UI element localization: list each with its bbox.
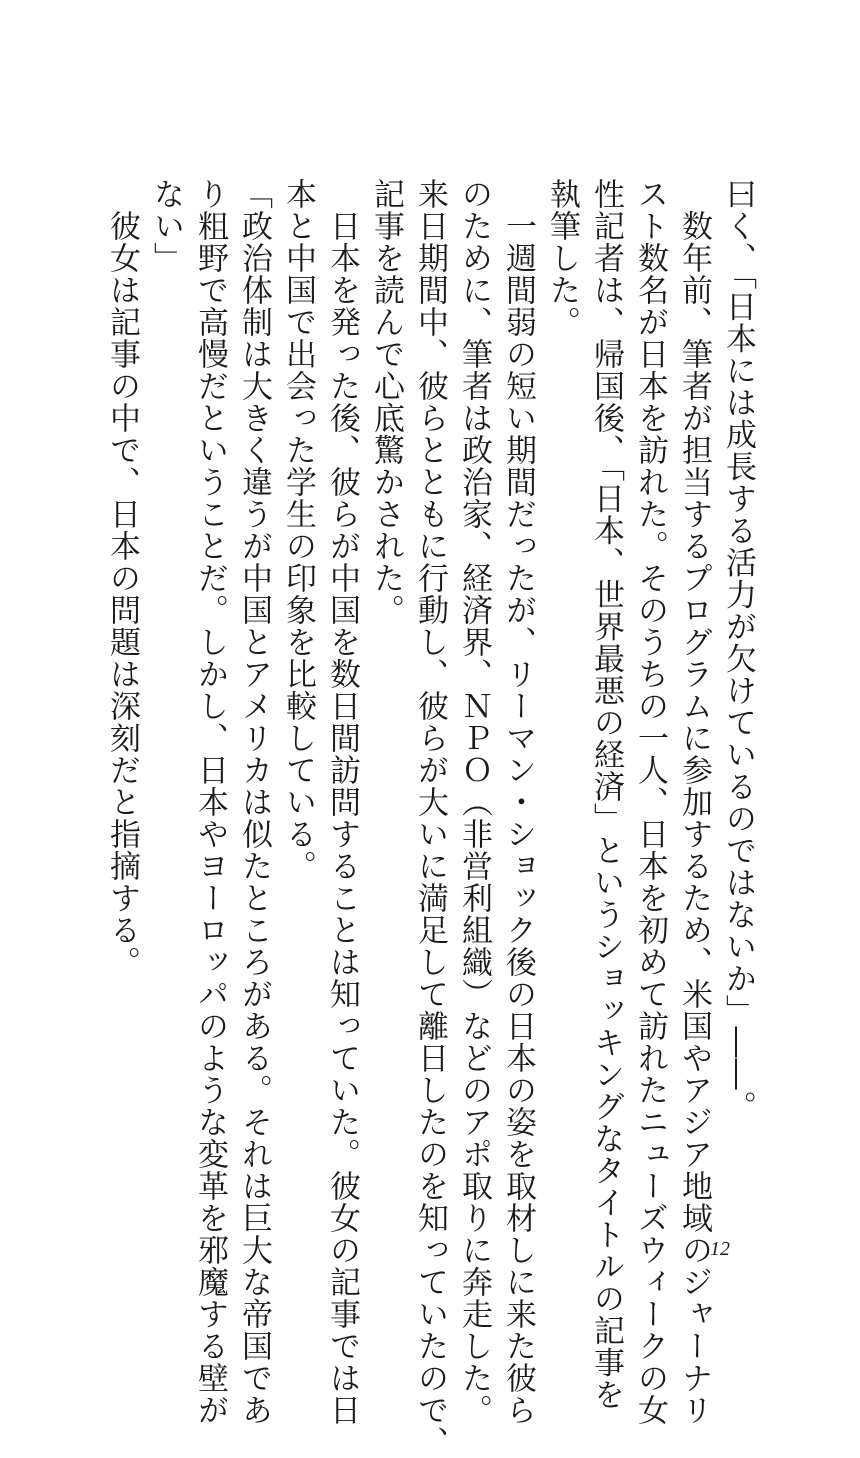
text-line: 日本を発った後、彼らが中国を数日間訪問することは知っていた。彼女の記事では日 <box>324 178 360 1426</box>
text-line: 記事を読んで心底驚かされた。 <box>368 178 404 626</box>
text-line: 彼女は記事の中で、日本の問題は深刻だと指摘する。 <box>104 178 140 978</box>
text-line: 執筆した。 <box>544 178 580 338</box>
text-line: り粗野で高慢だということだ。しかし、日本やヨーロッパのような変革を邪魔する壁が <box>192 178 228 1426</box>
text-line: 性記者は、帰国後、「日本、世界最悪の経済」というショッキングなタイトルの記事を <box>588 178 624 1411</box>
text-line: 本と中国で出会った学生の印象を比較している。 <box>280 178 316 882</box>
page-number: 12 <box>710 1238 730 1260</box>
text-line: のために、筆者は政治家、経済界、ＮＰＯ（非営利組織）などのアポ取りに奔走した。 <box>456 178 492 1426</box>
text-line: 一週間弱の短い期間だったが、リーマン・ショック後の日本の姿を取材しに来た彼ら <box>500 178 536 1426</box>
text-line: ない」 <box>148 178 184 274</box>
text-line: スト数名が日本を訪れた。そのうちの一人、日本を初めて訪れたニューズウィークの女 <box>632 178 668 1426</box>
text-line: 数年前、筆者が担当するプログラムに参加するため、米国やアジア地域のジャーナリ <box>676 178 712 1426</box>
text-line: 曰く、「日本には成長する活力が欠けているのではないか」――。 <box>720 178 756 1123</box>
text-line: 「政治体制は大きく違うが中国とアメリカは似たところがある。それは巨大な帝国であ <box>236 178 272 1426</box>
text-line: 来日期間中、彼らとともに行動し、彼らが大いに満足して離日したのを知っていたので、 <box>412 178 448 1458</box>
